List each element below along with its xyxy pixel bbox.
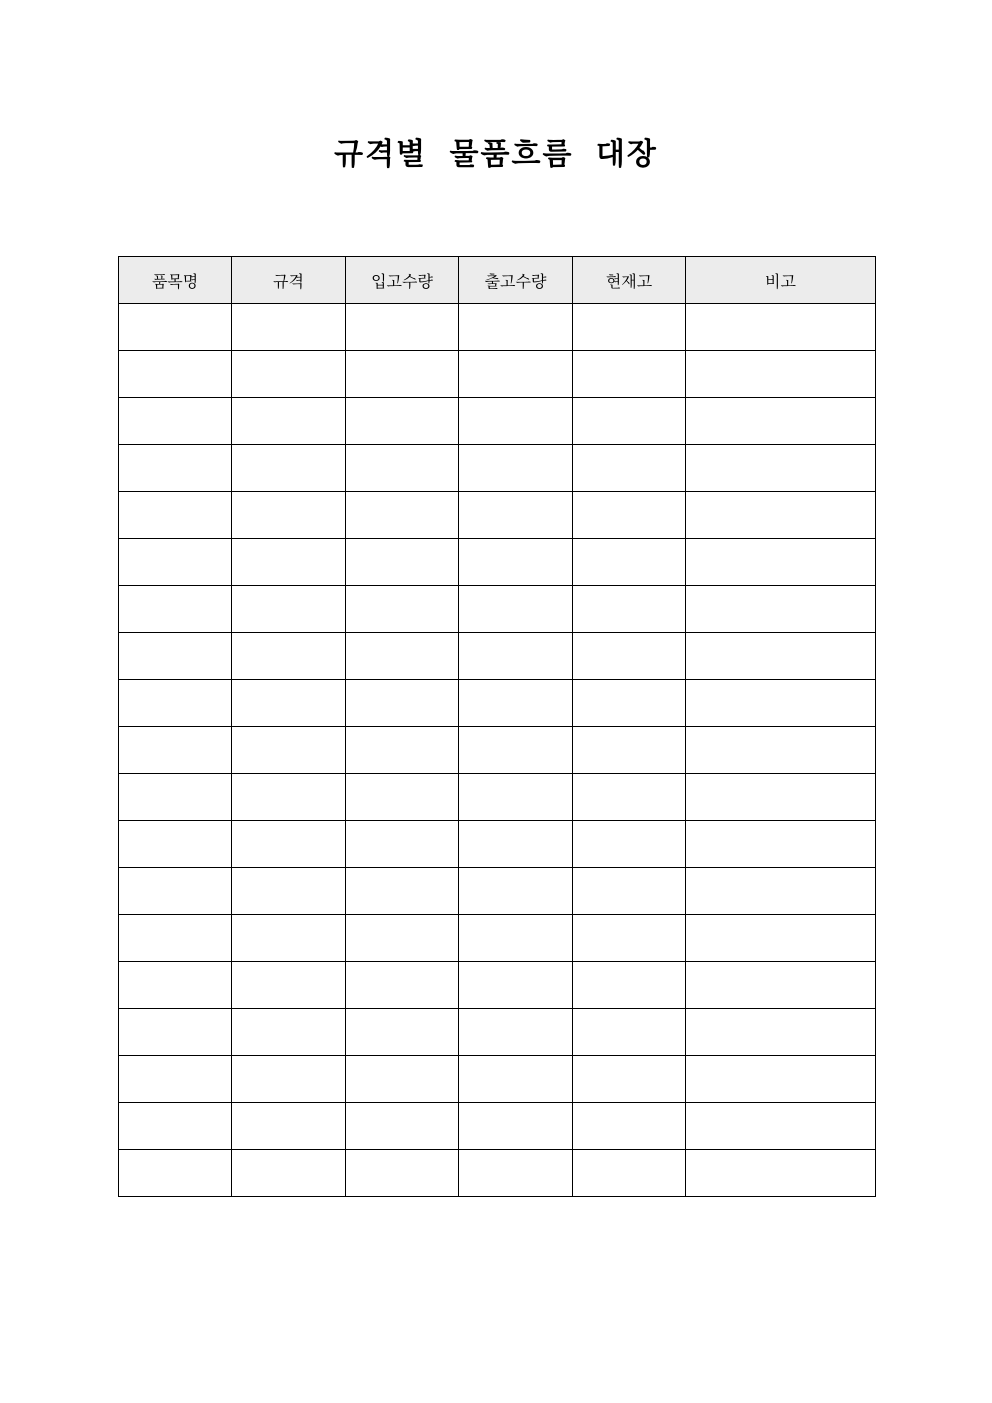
cell-current-stock[interactable] [573, 727, 686, 774]
cell-remarks[interactable] [686, 774, 876, 821]
table-body [119, 304, 876, 1197]
cell-outbound-qty[interactable] [459, 633, 573, 680]
cell-current-stock[interactable] [573, 1103, 686, 1150]
table-row [119, 586, 876, 633]
cell-item-name[interactable] [119, 539, 232, 586]
cell-remarks[interactable] [686, 492, 876, 539]
cell-spec[interactable] [232, 680, 346, 727]
cell-current-stock[interactable] [573, 492, 686, 539]
cell-item-name[interactable] [119, 915, 232, 962]
cell-remarks[interactable] [686, 351, 876, 398]
cell-remarks[interactable] [686, 1056, 876, 1103]
cell-item-name[interactable] [119, 962, 232, 1009]
cell-item-name[interactable] [119, 680, 232, 727]
cell-spec[interactable] [232, 1056, 346, 1103]
cell-item-name[interactable] [119, 633, 232, 680]
table-row [119, 915, 876, 962]
cell-spec[interactable] [232, 868, 346, 915]
cell-outbound-qty[interactable] [459, 1056, 573, 1103]
table-row [119, 1056, 876, 1103]
cell-current-stock[interactable] [573, 351, 686, 398]
table-row [119, 962, 876, 1009]
cell-inbound-qty[interactable] [346, 774, 459, 821]
cell-outbound-qty[interactable] [459, 586, 573, 633]
cell-spec[interactable] [232, 398, 346, 445]
cell-outbound-qty[interactable] [459, 680, 573, 727]
cell-current-stock[interactable] [573, 962, 686, 1009]
cell-current-stock[interactable] [573, 445, 686, 492]
cell-remarks[interactable] [686, 1009, 876, 1056]
cell-outbound-qty[interactable] [459, 774, 573, 821]
cell-inbound-qty[interactable] [346, 398, 459, 445]
table-row [119, 351, 876, 398]
cell-inbound-qty[interactable] [346, 962, 459, 1009]
cell-inbound-qty[interactable] [346, 539, 459, 586]
cell-outbound-qty[interactable] [459, 962, 573, 1009]
cell-remarks[interactable] [686, 445, 876, 492]
cell-current-stock[interactable] [573, 586, 686, 633]
cell-outbound-qty[interactable] [459, 1150, 573, 1197]
table-row [119, 633, 876, 680]
cell-remarks[interactable] [686, 586, 876, 633]
cell-outbound-qty[interactable] [459, 1103, 573, 1150]
cell-item-name[interactable] [119, 445, 232, 492]
cell-inbound-qty[interactable] [346, 492, 459, 539]
cell-spec[interactable] [232, 821, 346, 868]
table-row [119, 304, 876, 351]
cell-current-stock[interactable] [573, 1056, 686, 1103]
cell-item-name[interactable] [119, 492, 232, 539]
cell-outbound-qty[interactable] [459, 821, 573, 868]
cell-item-name[interactable] [119, 304, 232, 351]
table-row [119, 868, 876, 915]
cell-spec[interactable] [232, 586, 346, 633]
cell-inbound-qty[interactable] [346, 868, 459, 915]
cell-outbound-qty[interactable] [459, 398, 573, 445]
cell-outbound-qty[interactable] [459, 445, 573, 492]
cell-current-stock[interactable] [573, 774, 686, 821]
cell-item-name[interactable] [119, 1103, 232, 1150]
table-row [119, 445, 876, 492]
cell-inbound-qty[interactable] [346, 304, 459, 351]
cell-inbound-qty[interactable] [346, 821, 459, 868]
cell-current-stock[interactable] [573, 1150, 686, 1197]
cell-remarks[interactable] [686, 915, 876, 962]
cell-item-name[interactable] [119, 1150, 232, 1197]
cell-item-name[interactable] [119, 398, 232, 445]
cell-remarks[interactable] [686, 1103, 876, 1150]
cell-spec[interactable] [232, 445, 346, 492]
cell-outbound-qty[interactable] [459, 868, 573, 915]
cell-remarks[interactable] [686, 727, 876, 774]
cell-spec[interactable] [232, 1150, 346, 1197]
cell-current-stock[interactable] [573, 398, 686, 445]
cell-inbound-qty[interactable] [346, 445, 459, 492]
cell-remarks[interactable] [686, 633, 876, 680]
header-current-stock: 현재고 [573, 257, 686, 304]
table-row [119, 727, 876, 774]
cell-current-stock[interactable] [573, 821, 686, 868]
cell-remarks[interactable] [686, 962, 876, 1009]
table-row [119, 539, 876, 586]
cell-spec[interactable] [232, 492, 346, 539]
cell-item-name[interactable] [119, 586, 232, 633]
cell-outbound-qty[interactable] [459, 915, 573, 962]
cell-spec[interactable] [232, 727, 346, 774]
cell-inbound-qty[interactable] [346, 915, 459, 962]
cell-item-name[interactable] [119, 821, 232, 868]
cell-current-stock[interactable] [573, 868, 686, 915]
table-row [119, 1103, 876, 1150]
cell-spec[interactable] [232, 915, 346, 962]
header-row [119, 257, 876, 304]
cell-spec[interactable] [232, 962, 346, 1009]
header-outbound-qty: 출고수량 [459, 257, 573, 304]
cell-inbound-qty[interactable] [346, 586, 459, 633]
cell-inbound-qty[interactable] [346, 680, 459, 727]
table-row [119, 680, 876, 727]
cell-item-name[interactable] [119, 351, 232, 398]
cell-inbound-qty[interactable] [346, 727, 459, 774]
cell-remarks[interactable] [686, 398, 876, 445]
cell-outbound-qty[interactable] [459, 1009, 573, 1056]
table-row [119, 492, 876, 539]
cell-outbound-qty[interactable] [459, 727, 573, 774]
cell-remarks[interactable] [686, 821, 876, 868]
cell-inbound-qty[interactable] [346, 1103, 459, 1150]
header-inbound-qty: 입고수량 [346, 257, 459, 304]
cell-item-name[interactable] [119, 774, 232, 821]
cell-current-stock[interactable] [573, 680, 686, 727]
cell-outbound-qty[interactable] [459, 351, 573, 398]
cell-item-name[interactable] [119, 1009, 232, 1056]
cell-item-name[interactable] [119, 1056, 232, 1103]
table-row [119, 398, 876, 445]
table-row [119, 1009, 876, 1056]
cell-spec[interactable] [232, 304, 346, 351]
cell-inbound-qty[interactable] [346, 1150, 459, 1197]
inventory-ledger-table [118, 256, 876, 1197]
cell-spec[interactable] [232, 1009, 346, 1056]
cell-remarks[interactable] [686, 868, 876, 915]
cell-inbound-qty[interactable] [346, 1009, 459, 1056]
cell-spec[interactable] [232, 351, 346, 398]
header-remarks: 비고 [686, 257, 876, 304]
header-spec: 규격 [232, 257, 346, 304]
cell-inbound-qty[interactable] [346, 633, 459, 680]
header-item-name: 품목명 [119, 257, 232, 304]
cell-outbound-qty[interactable] [459, 539, 573, 586]
document-title: 규격별 물품흐름 대장 [334, 137, 658, 172]
table-row [119, 1150, 876, 1197]
cell-current-stock[interactable] [573, 915, 686, 962]
cell-current-stock[interactable] [573, 633, 686, 680]
cell-current-stock[interactable] [573, 539, 686, 586]
cell-remarks[interactable] [686, 539, 876, 586]
cell-spec[interactable] [232, 539, 346, 586]
cell-remarks[interactable] [686, 680, 876, 727]
cell-current-stock[interactable] [573, 304, 686, 351]
cell-spec[interactable] [232, 633, 346, 680]
cell-item-name[interactable] [119, 727, 232, 774]
cell-outbound-qty[interactable] [459, 304, 573, 351]
table-row [119, 774, 876, 821]
cell-inbound-qty[interactable] [346, 351, 459, 398]
cell-spec[interactable] [232, 1103, 346, 1150]
cell-item-name[interactable] [119, 868, 232, 915]
cell-inbound-qty[interactable] [346, 1056, 459, 1103]
cell-current-stock[interactable] [573, 1009, 686, 1056]
cell-remarks[interactable] [686, 1150, 876, 1197]
table-row [119, 821, 876, 868]
cell-spec[interactable] [232, 774, 346, 821]
cell-outbound-qty[interactable] [459, 492, 573, 539]
cell-remarks[interactable] [686, 304, 876, 351]
